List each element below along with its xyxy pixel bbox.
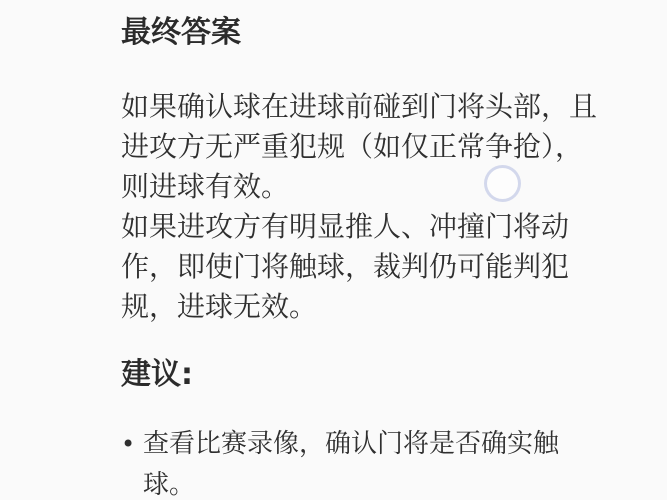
bullet-line: 球。 — [143, 470, 196, 500]
answer-paragraph — [121, 87, 597, 327]
answer-line: 规，进球无效。 — [121, 290, 318, 323]
answer-line: 则进球有效。 — [121, 170, 290, 203]
bullet-text — [143, 424, 559, 500]
answer-line: 如果确认球在进球前碰到门将头部，且 — [121, 90, 598, 123]
answer-line: 作，即使门将触球，裁判仍可能判犯 — [121, 250, 570, 283]
suggestion-heading: 建议: — [121, 357, 193, 392]
answer-line: 如果进攻方有明显推人、冲撞门将动 — [121, 210, 570, 243]
final-answer-heading: 最终答案 — [121, 15, 241, 50]
list-item — [121, 424, 559, 500]
answer-line: 进攻方无严重犯规（如仅正常争抢）， — [121, 130, 584, 163]
bullet-marker: • — [121, 430, 136, 458]
bullet-line: 查看比赛录像，确认门将是否确实触 — [143, 429, 560, 459]
